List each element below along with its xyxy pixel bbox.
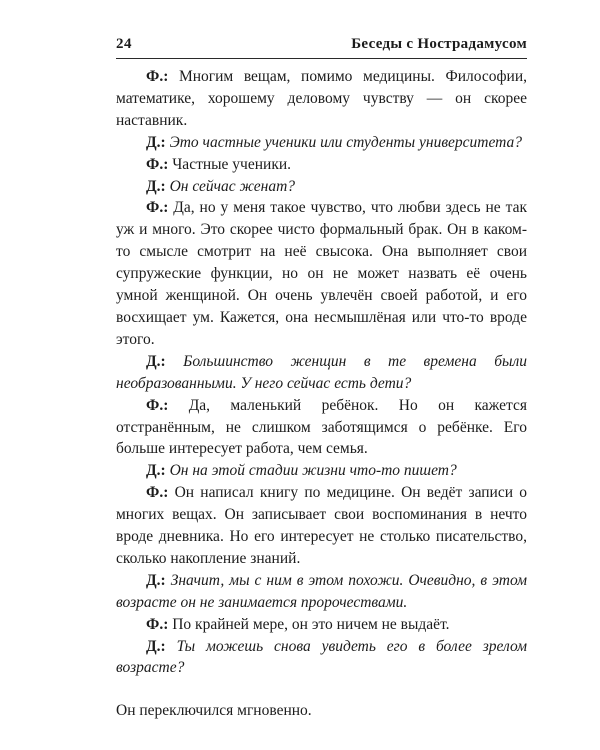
dialogue-text: Большинство женщин в те времена были необразованными. У него сейчас есть дети? <box>116 352 528 392</box>
dialogue-line <box>116 154 527 176</box>
dialogue-text: Это частные ученики или студенты университета? <box>169 133 523 151</box>
speaker-label: Ф.: <box>146 484 169 502</box>
dialogue-line <box>116 614 527 636</box>
dialogue-text: Он сейчас женат? <box>169 177 296 195</box>
dialogue-line <box>116 395 527 461</box>
page-header <box>116 30 527 59</box>
closing-paragraph: Он переключился мгновенно. <box>116 702 312 720</box>
running-title: Беседы с Нострадамусом <box>351 36 527 52</box>
speaker-label: Д.: <box>146 571 166 589</box>
speaker-label: Д.: <box>146 637 166 655</box>
dialogue-text: Да, но у меня такое чувство, что любви здесь не так уж и много. Это скорее чисто формальный брак. Он в каком-то смысле смотрит на неё свысока. Она выполняет свои супружеские функции, но он не может назвать её очень умной женщиной. Он очень увлечён своей работой, и его восхищает ум. Кажется, она несмышлёная или что-то вроде этого. <box>116 199 527 348</box>
dialogue-line <box>116 351 527 395</box>
dialogue-line <box>116 636 527 680</box>
speaker-label: Ф.: <box>146 615 169 633</box>
dialogue-line <box>116 66 527 132</box>
speaker-label: Ф.: <box>146 396 169 414</box>
dialogue-text: Ты можешь снова увидеть его в более зрелом возрасте? <box>116 637 528 677</box>
text-body <box>116 66 527 722</box>
dialogue-text: Значит, мы с ним в этом похожи. Очевидно, в этом возрасте он не занимается пророчествами. <box>116 571 527 611</box>
dialogue-text: Он написал книгу по медицине. Он ведёт записи о многих вещах. Он записывает свои воспоминания в нечто вроде дневника. Но его интересует не столько писательство, сколько накопление знаний. <box>116 484 527 567</box>
dialogue-text: По крайней мере, он это ничем не выдаёт. <box>172 615 450 633</box>
dialogue-line <box>116 482 527 570</box>
speaker-label: Д.: <box>146 177 166 195</box>
dialogue-line <box>116 570 527 614</box>
dialogue-line <box>116 197 527 350</box>
dialogue-text: Он на этой стадии жизни что-то пишет? <box>169 462 457 480</box>
dialogue-line <box>116 460 527 482</box>
dialogue-text: Многим вещам, помимо медицины. Философии, математике, хорошему деловому чувству — он скорее наставник. <box>116 68 527 129</box>
page-number: 24 <box>116 36 132 52</box>
speaker-label: Ф.: <box>146 155 169 173</box>
speaker-label: Д.: <box>146 352 166 370</box>
dialogue-text: Да, маленький ребёнок. Но он кажется отстранённым, не слишком заботящимся о ребёнке. Его больше интересует работа, чем семья. <box>116 396 528 458</box>
dialogue-line <box>116 132 527 154</box>
dialogue-line <box>116 176 527 198</box>
speaker-label: Д.: <box>146 462 166 480</box>
speaker-label: Ф.: <box>146 68 169 85</box>
speaker-label: Д.: <box>146 133 166 151</box>
dialogue-text: Частные ученики. <box>172 155 292 173</box>
speaker-label: Ф.: <box>146 199 169 217</box>
